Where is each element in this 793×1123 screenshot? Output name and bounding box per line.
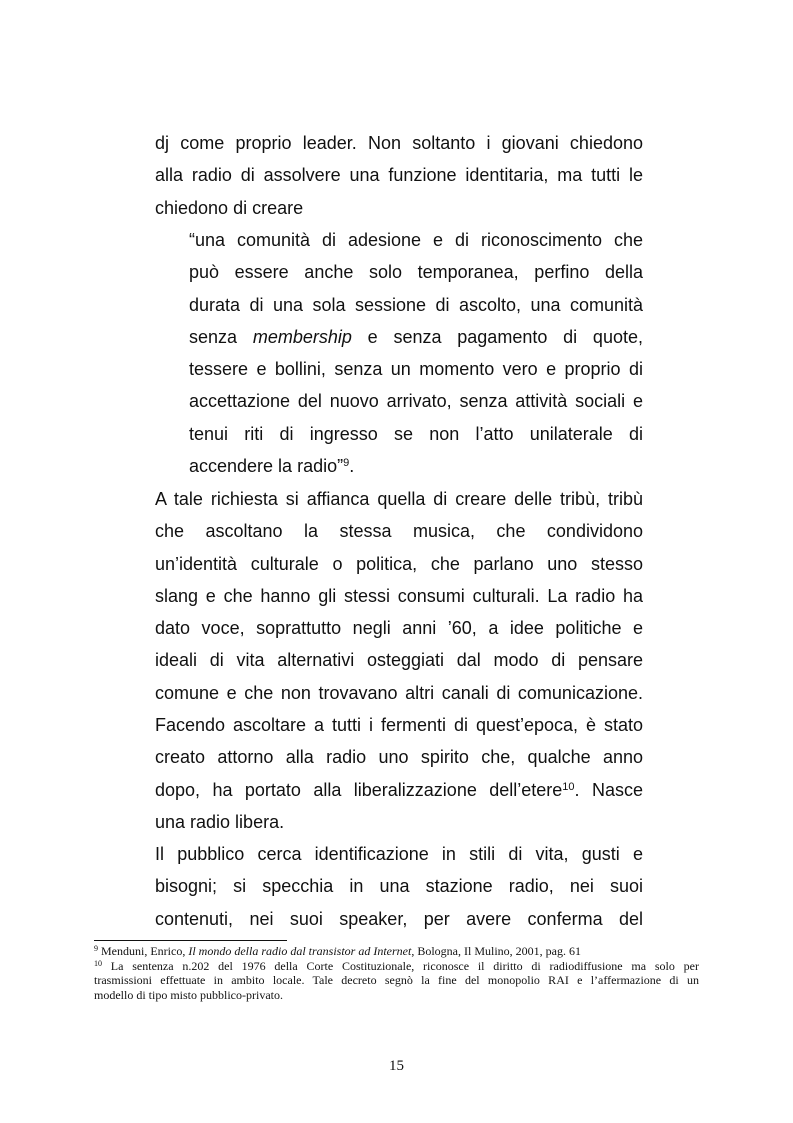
quote-line: può essere anche solo temporanea, perfino della — [189, 262, 643, 283]
footnote-ref-9[interactable]: 9 — [343, 457, 350, 470]
quote-text: accendere la radio” — [189, 456, 344, 477]
text-line: ideali di vita alternativi osteggiati dal modo di pensare — [155, 650, 643, 671]
page-number: 15 — [389, 1058, 404, 1074]
quote-line: accettazione del nuovo arrivato, senza attività sociali e — [189, 391, 643, 412]
text-line: contenuti, nei suoi speaker, per avere conferma del — [155, 908, 643, 929]
quote-line: durata di una sola sessione di ascolto, una comunità — [189, 294, 643, 315]
quote-text: . — [349, 456, 355, 477]
text-line — [155, 774, 643, 806]
text-line: dj come proprio leader. Non soltanto i giovani chiedono — [155, 133, 643, 153]
quote-line — [189, 450, 643, 482]
paragraph-2 — [155, 483, 643, 838]
paragraph-3 — [155, 838, 643, 935]
footnote-ref-10[interactable]: 10 — [562, 780, 575, 793]
footnote-line — [94, 959, 699, 974]
text-line: creato attorno alla radio uno spirito che, qualche anno — [155, 747, 643, 768]
quote-line: tessere e bollini, senza un momento vero e proprio di — [189, 359, 643, 380]
quote-text: senza — [189, 326, 253, 347]
quote-line: tenui riti di ingresso se non l’atto unilaterale di — [189, 423, 643, 444]
footnote-book-title: Il mondo della radio dal transistor ad Internet — [188, 944, 412, 958]
text-line: bisogni; si specchia in una stazione radio, nei suoi — [155, 876, 643, 897]
text-line: Il pubblico cerca identificazione in stili di vita, gusti e — [155, 844, 643, 864]
block-quote — [189, 224, 643, 482]
text-line: un’identità culturale o politica, che parlano uno stesso — [155, 553, 643, 574]
footnotes — [94, 944, 699, 1002]
text-line: alla radio di assolvere una funzione identitaria, ma tutti le — [155, 165, 643, 186]
footnote-10 — [94, 959, 699, 1003]
quote-italic-term: membership — [252, 326, 352, 347]
quote-line — [189, 321, 643, 353]
text-line: chiedono di creare — [155, 197, 304, 218]
text-line: comune e che non trovavano altri canali di comunicazione. — [155, 682, 643, 703]
footnote-line: modello di tipo misto pubblico-privato. — [94, 987, 283, 1002]
text-segment: dopo, ha portato alla liberalizzazione dell’etere — [155, 779, 563, 800]
footnote-9 — [94, 944, 699, 959]
text-line: dato voce, soprattutto negli anni ’60, a idee politiche e — [155, 618, 643, 639]
text-line: una radio libera. — [155, 811, 285, 832]
quote-line: “una comunità di adesione e di riconoscimento che — [189, 230, 643, 250]
text-line: A tale richiesta si affianca quella di creare delle tribù, tribù — [155, 489, 643, 509]
text-line: slang e che hanno gli stessi consumi culturali. La radio ha — [155, 585, 643, 606]
footnote-text: Menduni, Enrico, — [98, 944, 189, 958]
footnote-line: trasmissioni effettuate in ambito locale. Tale decreto segnò la fine del monopolio RAI e l’affermazione di un — [94, 973, 699, 987]
footnote-text: La sentenza n.202 del 1976 della Corte Costituzionale, riconosce il diritto di radiodiffusione ma solo per — [102, 958, 699, 973]
paragraph-1 — [155, 127, 643, 224]
text-segment: . Nasce — [574, 779, 643, 800]
text-line: Facendo ascoltare a tutti i fermenti di quest’epoca, è stato — [155, 715, 643, 736]
footnote-separator — [94, 940, 287, 941]
footnote-marker: 9 — [94, 944, 98, 953]
footnote-text: , Bologna, Il Mulino, 2001, pag. 61 — [411, 944, 581, 958]
text-line: che ascoltano la stessa musica, che condividono — [155, 521, 643, 542]
quote-text: e senza pagamento di quote, — [351, 326, 643, 347]
footnote-marker: 10 — [94, 958, 102, 968]
